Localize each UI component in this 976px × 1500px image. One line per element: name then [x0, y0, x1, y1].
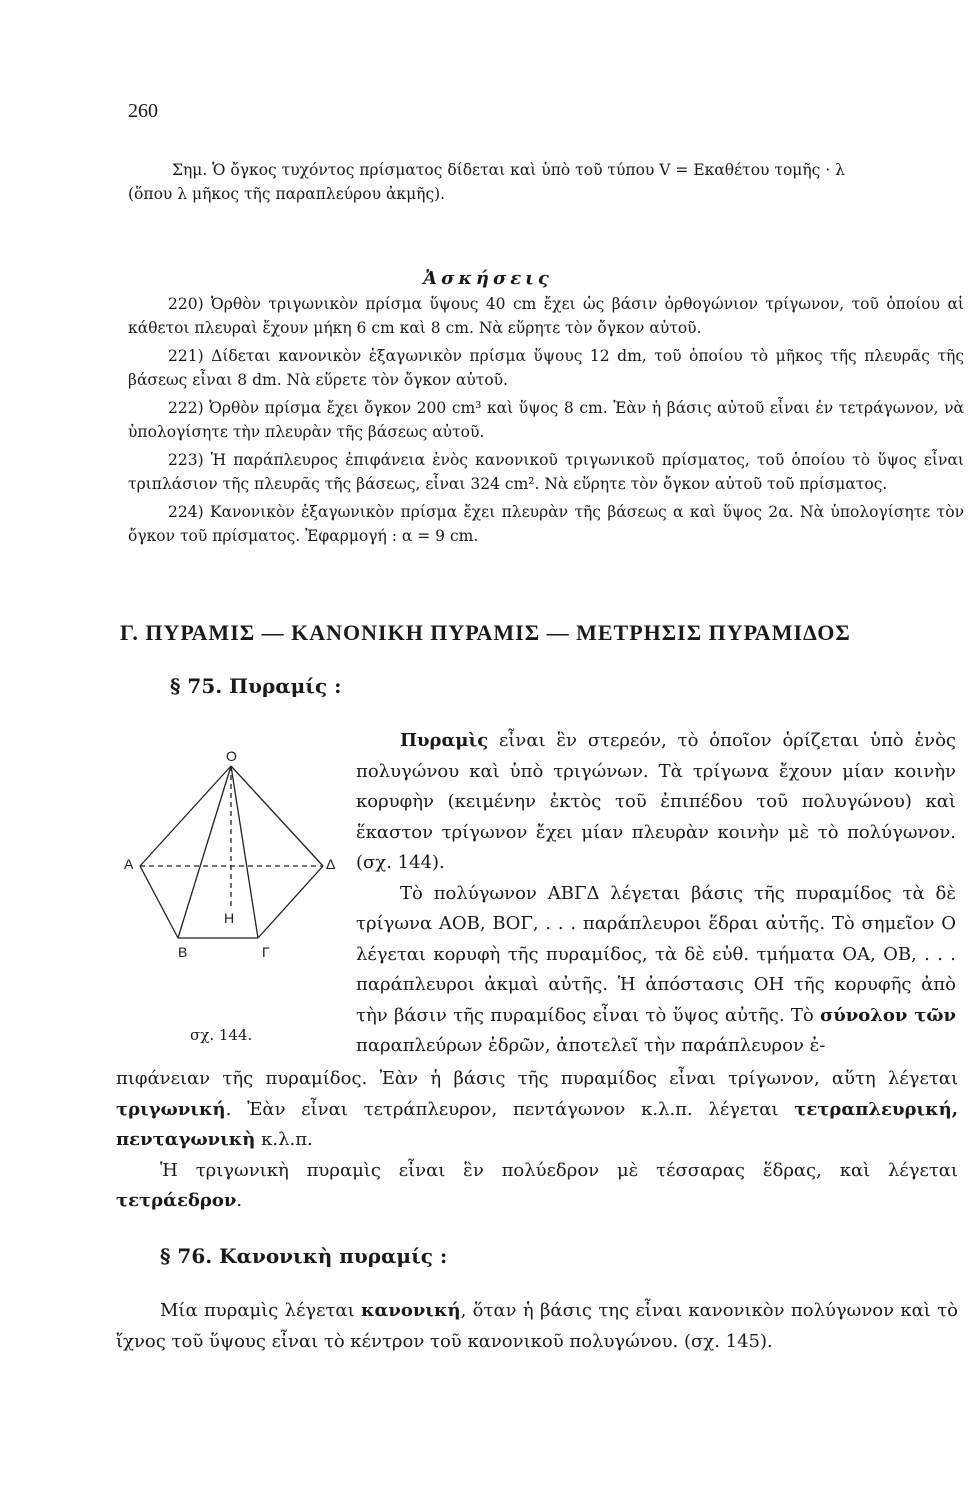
exercise-223: 223) Ἡ παράπλευρος ἐπιφάνεια ἑνὸς κανονικοῦ τριγωνικοῦ πρίσματος, τοῦ ὁποίου τὸ ὕψος εἶναι τριπλάσιον τῆς πλευρᾶς τῆς βάσεως, εἶναι 324 cm². Νὰ εὕρητε τὸν ὄγκον αὐτοῦ τοῦ πρίσματος.	[128, 451, 964, 493]
definition-75-para-2: Τὸ πολύγωνον ΑΒΓΔ λέγεται βάσις τῆς πυραμίδος τὰ δὲ τρίγωνα ΑΟΒ, ΒΟΓ, . . . παράπλευροι ἕδραι αὐτῆς. Τὸ σημεῖον Ο λέγεται κορυφὴ τῆς πυραμίδος, τὰ δὲ εὐθ. τμήματα ΟΑ, ΟΒ, . . . παράπλευροι ἀκμαὶ αὐτῆς. Ἡ ἀπόστασις ΟΗ τῆς κορυφῆς ἀπὸ τὴν βάσιν τῆς πυραμίδος εἶναι τὸ ὕψος αὐτῆς. Τὸ σύνολον τῶν παραπλεύρων ἑδρῶν, ἀποτελεῖ τὴν παράπλευρον ἐ-	[356, 882, 956, 1056]
note-line-1: Σημ. Ὁ ὄγκος τυχόντος πρίσματος δίδεται καὶ ὑπὸ τοῦ τύπου V = Εκαθέτου τομῆς · λ	[172, 161, 845, 179]
label-G: Γ	[262, 944, 270, 960]
pyramid-types-paragraph: πιφάνειαν τῆς πυραμίδος. Ἐὰν ἡ βάσις τῆς πυραμίδος εἶναι τρίγωνον, αὕτη λέγεται τριγωνική. Ἐὰν εἶναι τετράπλευρον, πεντάγωνον κ.λ.π. λέγεται τετραπλευρική, πενταγωνικὴ κ.λ.π.	[116, 1068, 958, 1150]
exercises-list	[128, 292, 964, 552]
base-GD	[258, 866, 323, 938]
label-A: Α	[124, 856, 134, 872]
definition-75-para-1: Πυραμὶς εἶναι ἓν στερεόν, τὸ ὁποῖον ὁρίζεται ὑπὸ ἑνὸς πολυγώνου καὶ ὑπὸ τριγώνων. Τὰ τρίγωνα ἔχουν μίαν κοινὴν κορυφὴν (κειμένην ἐκτὸς τοῦ ἐπιπέδου τοῦ πολυγώνου) καὶ ἕκαστον τρίγωνον ἔχει μίαν πλευρὰν κοινὴν μὲ τὸ πολύγωνον. (σχ. 144).	[356, 730, 956, 873]
label-B: Β	[178, 944, 188, 960]
label-H: Η	[224, 910, 235, 926]
subsection-76-heading: § 76. Κανονικὴ πυραμίς :	[160, 1244, 448, 1268]
term-pyramid: Πυραμὶς	[400, 730, 489, 751]
note	[128, 158, 964, 206]
label-O: Ο	[226, 748, 237, 764]
pyramid-diagram	[118, 748, 358, 1048]
exercises-title: Ἀσκήσεις	[423, 268, 553, 289]
base-AB	[140, 866, 178, 938]
exercise-220: 220) Ὀρθὸν τριγωνικὸν πρίσμα ὕψους 40 cm ἔχει ὡς βάσιν ὀρθογώνιον τρίγωνον, τοῦ ὁποίου αἱ κάθετοι πλευραὶ ἔχουν μήκη 6 cm καὶ 8 cm. Νὰ εὕρητε τὸν ὄγκον αὐτοῦ.	[128, 295, 964, 337]
section-g-heading: Γ. ΠΥΡΑΜΙΣ — ΚΑΝΟΝΙΚΗ ΠΥΡΑΜΙΣ — ΜΕΤΡΗΣΙΣ ΠΥΡΑΜΙΔΟΣ	[120, 620, 851, 645]
note-line-2: (ὅπου λ μῆκος τῆς παραπλεύρου ἀκμῆς).	[128, 185, 446, 203]
tetrahedron-paragraph: Ἡ τριγωνικὴ πυραμὶς εἶναι ἓν πολύεδρον μὲ τέσσαρας ἕδρας, καὶ λέγεται τετράεδρον.	[116, 1159, 958, 1211]
figure-caption: σχ. 144.	[190, 1026, 253, 1044]
term-tetrahedron: τετράεδρον	[116, 1190, 237, 1211]
term-quadrilateral-pentagonal: τετραπλευρική, πενταγωνικὴ	[116, 1098, 958, 1150]
definition-75	[356, 726, 956, 1062]
pyramid-figure	[118, 748, 358, 1048]
edge-OA	[140, 766, 231, 866]
subsection-75-heading: § 75. Πυραμίς :	[170, 674, 342, 698]
definition-76-para: Μία πυραμὶς λέγεται κανονική, ὅταν ἡ βάσις της εἶναι κανονικὸν πολύγωνον καὶ τὸ ἴχνος τοῦ ὕψους εἶναι τὸ κέντρον τοῦ κανονικοῦ πολυγώνου. (σχ. 145).	[116, 1300, 958, 1352]
page-number: 260	[128, 100, 158, 122]
exercise-221: 221) Δίδεται κανονικὸν ἑξαγωνικὸν πρίσμα ὕψους 12 dm, τοῦ ὁποίου τὸ μῆκος τῆς πλευρᾶς τῆς βάσεως εἶναι 8 dm. Νὰ εὕρετε τὸν ὄγκον αὐτοῦ.	[128, 347, 964, 389]
exercise-222: 222) Ὀρθὸν πρίσμα ἔχει ὄγκον 200 cm³ καὶ ὕψος 8 cm. Ἐὰν ἡ βάσις αὐτοῦ εἶναι ἐν τετράγωνον, νὰ ὑπολογίσητε τὴν πλευρὰν τῆς βάσεως αὐτοῦ.	[128, 399, 964, 441]
term-total-lateral: σύνολον τῶν	[820, 1004, 956, 1026]
label-D: Δ	[326, 856, 336, 872]
term-triangular: τριγωνική	[116, 1098, 226, 1120]
exercise-224: 224) Κανονικὸν ἑξαγωνικὸν πρίσμα ἔχει πλευρὰν τῆς βάσεως α καὶ ὕψος 2α. Νὰ ὑπολογίσητε τὸν ὄγκον τοῦ πρίσματος. Ἐφαρμογή : α = 9 cm.	[128, 503, 964, 545]
term-regular: κανονική	[360, 1300, 461, 1321]
definition-75-continued	[116, 1064, 958, 1217]
definition-76	[116, 1296, 958, 1357]
